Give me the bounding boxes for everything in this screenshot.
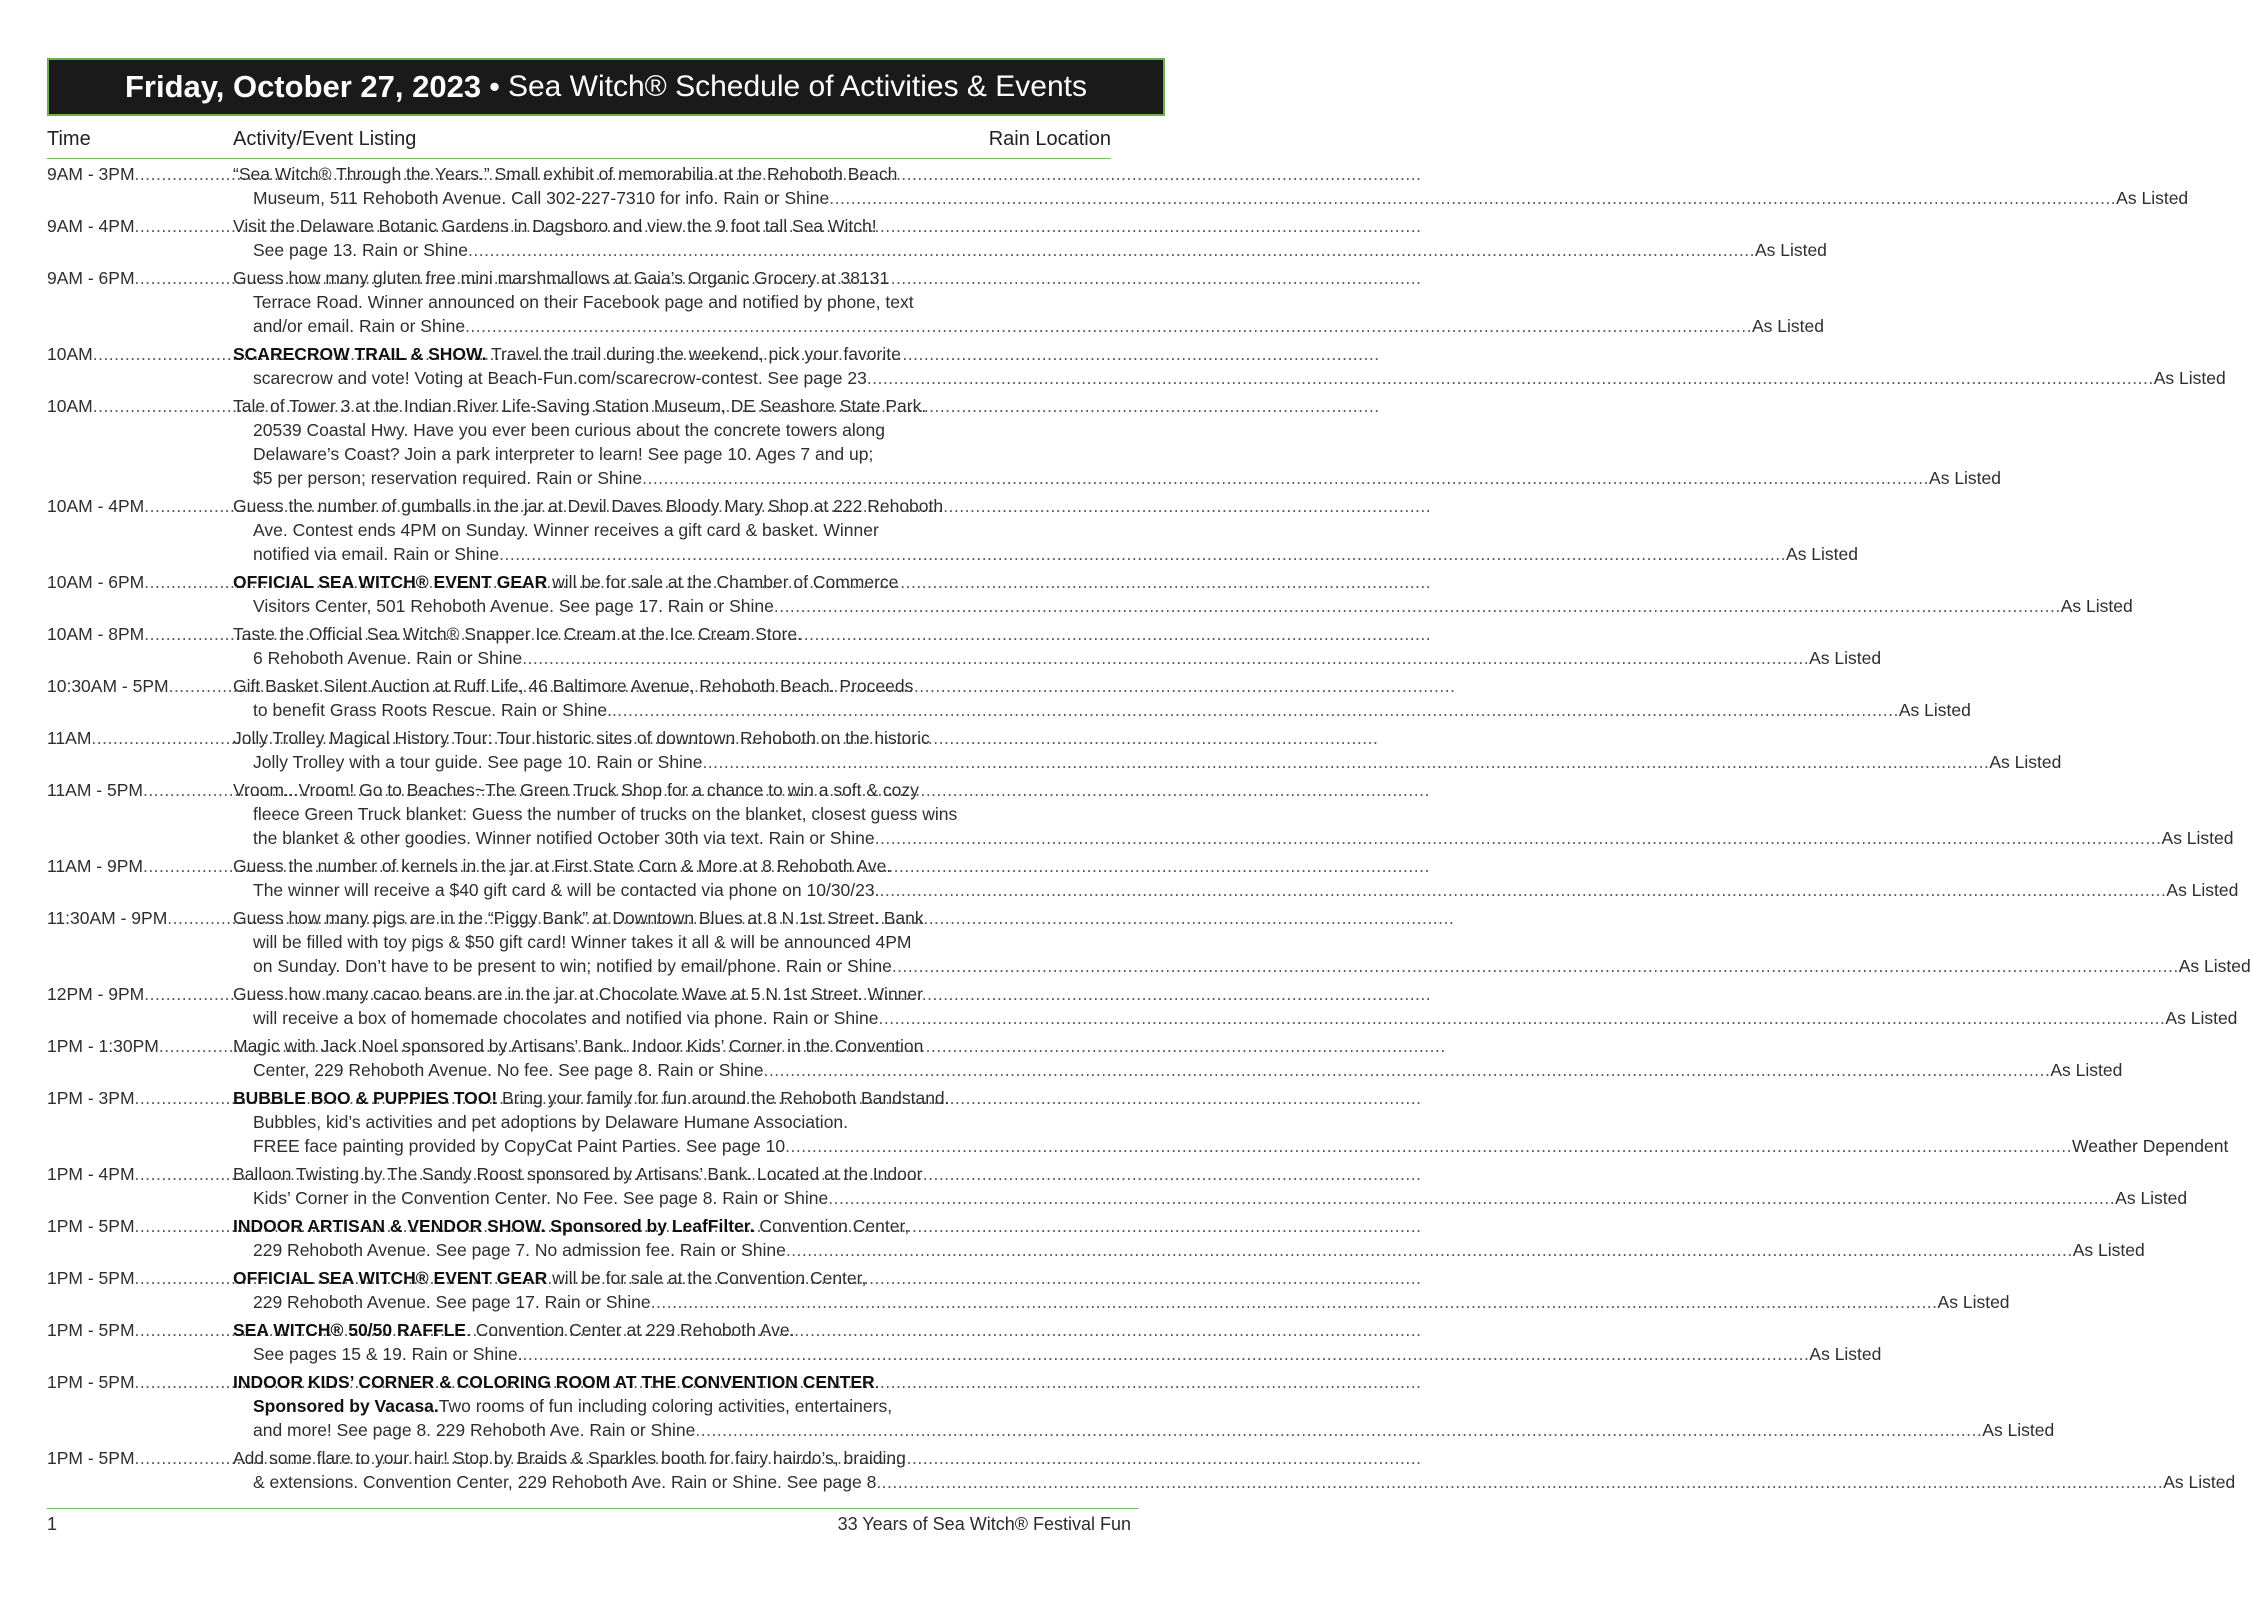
entry-rain-location: As Listed: [2060, 596, 2133, 616]
entry-rain-location: As Listed: [1786, 544, 1858, 564]
entry-line-text: Convention Center,: [754, 1216, 910, 1236]
schedule-entry: [47, 1446, 2236, 1494]
title-date: Friday, October 27, 2023: [125, 69, 482, 104]
entry-line-text: on Sunday. Don’t have to be present to win; notified by email/phone. Rain or Shine: [253, 956, 892, 976]
entry-line-text: 229 Rehoboth Avenue. See page 7. No admission fee. Rain or Shine: [253, 1240, 786, 1260]
entry-text: [233, 1214, 909, 1238]
entry-rain-location: As Listed: [2178, 956, 2251, 976]
entry-time-cell: [47, 162, 233, 186]
entry-time-cell: [47, 726, 233, 750]
entry-line-text: will be for sale at the Convention Center,: [547, 1268, 867, 1288]
entry-rain-location: As Listed: [2165, 1008, 2238, 1028]
schedule-entry: [47, 982, 2238, 1030]
entry-text: [233, 214, 877, 238]
entry-last-line: [47, 1418, 2055, 1442]
dot-leader: [876, 1470, 2163, 1494]
entry-line-text: . Convention Center at 229 Rehoboth Ave.: [465, 1320, 795, 1340]
entry-text: [233, 1162, 922, 1186]
entry-first-line: [47, 778, 1177, 802]
dot-leader: [468, 238, 1755, 262]
entry-last-line: [47, 314, 1824, 338]
entry-time-cell: [47, 1370, 233, 1394]
dot-leader: [785, 1134, 2072, 1158]
entry-last-line: [47, 542, 1858, 566]
column-header-activity: Activity/Event Listing: [233, 128, 417, 150]
entry-time-cell: [47, 1086, 233, 1110]
entry-line-text: & extensions. Convention Center, 229 Rehoboth Ave. Rain or Shine. See page 8: [253, 1472, 877, 1492]
entry-highlight: INDOOR KIDS’ CORNER & COLORING ROOM AT THE CONVENTION CENTER: [233, 1372, 875, 1392]
entry-last-line: [47, 878, 2239, 902]
entry-time: 10AM - 6PM: [47, 572, 145, 592]
entry-line-text: Terrace Road. Winner announced on their Facebook page and notified by phone, text: [253, 292, 914, 312]
entry-time-cell: [47, 674, 233, 698]
entry-line-text: and/or email. Rain or Shine: [253, 316, 466, 336]
entry-last-line: [47, 1186, 2188, 1210]
entry-continuation-line: [47, 1394, 1177, 1418]
entry-last-line: [47, 826, 2234, 850]
entry-rain-location: As Listed: [2161, 828, 2234, 848]
entry-first-line: [47, 1370, 1177, 1394]
entry-time-cell: [47, 214, 233, 238]
entry-last-line: [47, 698, 1971, 722]
entry-time-cell: [47, 394, 233, 418]
dot-leader: [523, 1342, 1810, 1366]
entry-last-line: [47, 1134, 2229, 1158]
entry-time: 10:30AM - 5PM: [47, 676, 169, 696]
entry-line-text: Visit the Delaware Botanic Gardens in Dagsboro and view the 9 foot tall Sea Witch!: [233, 216, 877, 236]
entry-line-text: Jolly Trolley with a tour guide. See page 10. Rain or Shine: [253, 752, 703, 772]
entry-last-line: [47, 366, 2226, 390]
entry-line-text: The winner will receive a $40 gift card & will be contacted via phone on 10/30/23.: [253, 880, 880, 900]
dot-leader: [892, 954, 2179, 978]
entry-time: 1PM - 5PM: [47, 1268, 135, 1288]
entry-time-cell: [47, 1214, 233, 1238]
entry-line-text: See page 13. Rain or Shine: [253, 240, 469, 260]
dot-leader: [879, 878, 2166, 902]
entry-line-text: 6 Rehoboth Avenue. Rain or Shine: [253, 648, 523, 668]
entry-line-text: Visitors Center, 501 Rehoboth Avenue. See page 17. Rain or Shine: [253, 596, 774, 616]
entry-time: 1PM - 5PM: [47, 1320, 135, 1340]
entry-line-text: Add some flare to your hair! Stop by Braids & Sparkles booth for fairy hairdo’s, braiding: [233, 1448, 906, 1468]
entry-line-text: Travel the trail during the weekend, pick your favorite: [486, 344, 901, 364]
entry-line-text: Museum, 511 Rehoboth Avenue. Call 302-227-7310 for info. Rain or Shine: [253, 188, 830, 208]
entry-first-line: [47, 1086, 1177, 1110]
entry-last-line: [47, 646, 1882, 670]
entry-line-text: Taste the Official Sea Witch® Snapper Ice Cream at the Ice Cream Store.: [233, 624, 802, 644]
entry-rain-location: As Listed: [1989, 752, 2062, 772]
schedule-entry: [47, 726, 2062, 774]
entry-time: 1PM - 5PM: [47, 1216, 135, 1236]
entry-last-line: [47, 186, 2189, 210]
schedule-entry: [47, 162, 2189, 210]
entry-time-cell: [47, 342, 233, 366]
entry-first-line: [47, 854, 1177, 878]
entry-line-text: Guess how many cacao beans are in the jar at Chocolate Wave at 5 N 1st Street. Winner: [233, 984, 923, 1004]
entry-line-text: fleece Green Truck blanket: Guess the number of trucks on the blanket, closest guess wins: [253, 804, 958, 824]
entry-line-text: the blanket & other goodies. Winner notified October 30th via text. Rain or Shine: [253, 828, 875, 848]
entry-highlight: SCARECROW TRAIL & SHOW.: [233, 344, 487, 364]
dot-leader: [829, 186, 2116, 210]
entry-time-cell: [47, 1034, 233, 1058]
entry-line-text: notified via email. Rain or Shine: [253, 544, 500, 564]
entry-time: 1PM - 4PM: [47, 1164, 135, 1184]
entry-text: [233, 342, 901, 366]
entry-line-text: scarecrow and vote! Voting at Beach-Fun.com/scarecrow-contest. See page 23: [253, 368, 867, 388]
dot-leader: [499, 542, 1786, 566]
schedule-entry: [47, 1266, 2010, 1314]
entry-text: [233, 674, 913, 698]
entry-text: [233, 162, 897, 186]
dot-leader: [642, 466, 1929, 490]
entry-line-text: Guess the number of kernels in the jar at First State Corn & More at 8 Rehoboth Ave.: [233, 856, 892, 876]
entry-time: 10AM - 8PM: [47, 624, 145, 644]
entry-text: [233, 726, 930, 750]
entry-rain-location: As Listed: [1982, 1420, 2055, 1440]
schedule-entry: [47, 1370, 2055, 1442]
entry-last-line: [47, 1470, 2236, 1494]
page-number: 1: [47, 1514, 58, 1534]
event-list: [47, 162, 2251, 1498]
dot-leader: [702, 750, 1989, 774]
entry-first-line: [47, 1266, 1177, 1290]
entry-time: 10AM - 4PM: [47, 496, 145, 516]
dot-leader: [879, 1006, 2166, 1030]
entry-text: [233, 622, 802, 646]
entry-time-cell: [47, 1162, 233, 1186]
entry-time-cell: [47, 906, 233, 930]
entry-line-text: Magic with Jack Noel sponsored by Artisans’ Bank. Indoor Kids’ Corner in the Convention: [233, 1036, 924, 1056]
schedule-entry: [47, 674, 1971, 722]
dot-leader: [786, 1238, 2073, 1262]
dot-leader: [522, 646, 1809, 670]
entry-highlight: SEA WITCH® 50/50 RAFFLE: [233, 1320, 466, 1340]
entry-rain-location: As Listed: [1751, 316, 1824, 336]
entry-time-cell: [47, 854, 233, 878]
entry-rain-location: As Listed: [1898, 700, 1971, 720]
entry-text: [233, 266, 889, 290]
entry-text: [233, 494, 943, 518]
entry-time-cell: [47, 778, 233, 802]
entry-line-text: will be for sale at the Chamber of Commerce: [547, 572, 899, 592]
entry-line-text: to benefit Grass Roots Rescue. Rain or Shine.: [253, 700, 612, 720]
entry-last-line: [47, 1006, 2238, 1030]
entry-time-cell: [47, 1446, 233, 1470]
entry-line-text: Center, 229 Rehoboth Avenue. No fee. See page 8. Rain or Shine: [253, 1060, 764, 1080]
entry-time-cell: [47, 622, 233, 646]
entry-first-line: [47, 622, 1177, 646]
entry-rain-location: As Listed: [2163, 1472, 2236, 1492]
schedule-entry: [47, 1162, 2188, 1210]
entry-line-text: Ave. Contest ends 4PM on Sunday. Winner receives a gift card & basket. Winner: [253, 520, 879, 540]
entry-line-text: FREE face painting provided by CopyCat Paint Parties. See page 10: [253, 1136, 786, 1156]
entry-continuation-line: [47, 518, 1177, 542]
dot-leader: [612, 698, 1899, 722]
footer-tagline: 33 Years of Sea Witch® Festival Fun: [837, 1514, 1131, 1534]
entry-first-line: [47, 162, 1177, 186]
entry-highlight: BUBBLE BOO & PUPPIES TOO!: [233, 1088, 498, 1108]
entry-last-line: [47, 594, 2133, 618]
entry-rain-location: As Listed: [1809, 648, 1882, 668]
footer-divider: [47, 1508, 1139, 1509]
entry-first-line: [47, 982, 1177, 1006]
schedule-entry: [47, 622, 1882, 670]
entry-rain-location: As Listed: [1754, 240, 1827, 260]
entry-first-line: [47, 570, 1177, 594]
schedule-entry: [47, 1086, 2229, 1158]
entry-first-line: [47, 674, 1177, 698]
schedule-entry: [47, 1034, 2123, 1082]
entry-text: [233, 1086, 950, 1110]
entry-rain-location: As Listed: [2050, 1060, 2123, 1080]
dot-leader: [875, 826, 2162, 850]
column-header-rain: Rain Location: [988, 128, 1111, 150]
entry-text: [233, 778, 919, 802]
entry-first-line: [47, 1214, 1177, 1238]
entry-line-text: 20539 Coastal Hwy. Have you ever been curious about the concrete towers along: [253, 420, 885, 440]
dot-leader: [867, 366, 2154, 390]
entry-line-text: and more! See page 8. 229 Rehoboth Ave. Rain or Shine: [253, 1420, 696, 1440]
dot-leader: [465, 314, 1752, 338]
entry-last-line: [47, 750, 2062, 774]
entry-continuation-line: [47, 290, 1177, 314]
entry-last-line: [47, 1058, 2123, 1082]
entry-line-text: Guess how many pigs are in the “Piggy Bank” at Downtown Blues at 8 N 1st Street. Bank: [233, 908, 924, 928]
entry-time-cell: [47, 266, 233, 290]
column-headers: [47, 128, 1111, 159]
entry-line-text: Two rooms of fun including coloring activities, entertainers,: [438, 1396, 893, 1416]
schedule-entry: [47, 906, 2251, 978]
entry-continuation-line: [47, 418, 1177, 442]
title-text: Sea Witch® Schedule of Activities & Events: [507, 70, 1087, 103]
entry-time: 11AM - 5PM: [47, 780, 143, 800]
dot-leader: [651, 1290, 1938, 1314]
entry-continuation-line: [47, 930, 1177, 954]
entry-text: [233, 1266, 866, 1290]
entry-line-text: Jolly Trolley Magical History Tour: Tour historic sites of downtown Rehoboth on the historic: [233, 728, 930, 748]
schedule-entry: [47, 394, 2002, 490]
entry-line-text: Bubbles, kid’s activities and pet adoptions by Delaware Humane Association.: [253, 1112, 849, 1132]
entry-first-line: [47, 1162, 1177, 1186]
entry-sponsor: Sponsored by Vacasa.: [253, 1396, 439, 1416]
entry-line-text: Delaware’s Coast? Join a park interpreter to learn! See page 10. Ages 7 and up;: [253, 444, 874, 464]
entry-line-text: “Sea Witch® Through the Years.” Small exhibit of memorabilia at the Rehoboth Beach: [233, 164, 898, 184]
entry-highlight: OFFICIAL SEA WITCH® EVENT GEAR: [233, 572, 548, 592]
entry-last-line: [47, 238, 1827, 262]
entry-time: 1PM - 5PM: [47, 1372, 135, 1392]
entry-line-text: Guess the number of gumballs in the jar at Devil Daves Bloody Mary Shop at 222 Rehoboth: [233, 496, 944, 516]
entry-time: 1PM - 5PM: [47, 1448, 135, 1468]
entry-text: [233, 854, 891, 878]
entry-time: 9AM - 6PM: [47, 268, 135, 288]
entry-line-text: .: [874, 1372, 880, 1392]
entry-line-text: Kids’ Corner in the Convention Center. No Fee. See page 8. Rain or Shine: [253, 1188, 829, 1208]
entry-first-line: [47, 342, 1177, 366]
entry-text: [233, 1318, 795, 1342]
entry-first-line: [47, 906, 1177, 930]
dot-leader: [828, 1186, 2115, 1210]
entry-time: 11AM: [47, 728, 92, 748]
entry-line-text: Gift Basket Silent Auction at Ruff Life, 46 Baltimore Avenue, Rehoboth Beach. Proceeds: [233, 676, 914, 696]
entry-rain-location: As Listed: [1929, 468, 2002, 488]
entry-last-line: [47, 466, 2002, 490]
entry-line-text: Bring your family for fun around the Rehoboth Bandstand.: [497, 1088, 950, 1108]
entry-line-text: Tale of Tower 3 at the Indian River Life-Saving Station Museum, DE Seashore State Park.: [233, 396, 927, 416]
dot-leader: [763, 1058, 2050, 1082]
entry-time: 10AM: [47, 396, 93, 416]
title-separator: •: [489, 69, 500, 104]
entry-rain-location: As Listed: [2153, 368, 2226, 388]
entry-time: 12PM - 9PM: [47, 984, 145, 1004]
schedule-entry: [47, 854, 2239, 902]
entry-line-text: Balloon Twisting by The Sandy Roost sponsored by Artisans’ Bank. Located at the Indoor: [233, 1164, 923, 1184]
entry-time-cell: [47, 982, 233, 1006]
entry-text: [233, 1034, 923, 1058]
schedule-entry: [47, 1214, 2145, 1262]
entry-rain-location: As Listed: [2072, 1240, 2145, 1260]
schedule-entry: [47, 778, 2234, 850]
entry-continuation-line: [47, 802, 1177, 826]
entry-text: [233, 1370, 880, 1394]
entry-line-text: will receive a box of homemade chocolates and notified via phone. Rain or Shine: [253, 1008, 879, 1028]
entry-time: 11:30AM - 9PM: [47, 908, 168, 928]
entry-time: 10AM: [47, 344, 93, 364]
entry-time: 1PM - 1:30PM: [47, 1036, 159, 1056]
entry-last-line: [47, 954, 2251, 978]
entry-rain-location: As Listed: [2115, 1188, 2188, 1208]
title-banner: [47, 58, 1165, 116]
entry-time-cell: [47, 494, 233, 518]
entry-first-line: [47, 726, 1177, 750]
entry-rain-location: As Listed: [2116, 188, 2189, 208]
entry-line-text: Vroom...Vroom! Go to Beaches~The Green Truck Shop for a chance to win a soft & cozy: [233, 780, 919, 800]
entry-first-line: [47, 394, 1177, 418]
dot-leader: [774, 594, 2061, 618]
entry-time: 9AM - 3PM: [47, 164, 135, 184]
entry-line-text: $5 per person; reservation required. Rain or Shine: [253, 468, 643, 488]
entry-last-line: [47, 1290, 2010, 1314]
entry-highlight: INDOOR ARTISAN & VENDOR SHOW. Sponsored by LeafFilter.: [233, 1216, 755, 1236]
entry-last-line: [47, 1238, 2145, 1262]
entry-rain-location: As Listed: [1937, 1292, 2010, 1312]
entry-last-line: [47, 1342, 1882, 1366]
entry-time: 1PM - 3PM: [47, 1088, 135, 1108]
schedule-entry: [47, 342, 2226, 390]
entry-line-text: See pages 15 & 19. Rain or Shine.: [253, 1344, 523, 1364]
entry-time: 9AM - 4PM: [47, 216, 135, 236]
entry-line-text: Guess how many gluten free mini marshmallows at Gaia’s Organic Grocery at 38131: [233, 268, 890, 288]
entry-continuation-line: [47, 442, 1177, 466]
entry-first-line: [47, 266, 1177, 290]
entry-rain-location: As Listed: [1809, 1344, 1882, 1364]
entry-rain-location: As Listed: [2166, 880, 2239, 900]
entry-text: [233, 570, 898, 594]
entry-text: [233, 982, 923, 1006]
entry-time-cell: [47, 1266, 233, 1290]
schedule-entry: [47, 570, 2133, 618]
entry-first-line: [47, 494, 1177, 518]
schedule-entry: [47, 266, 1824, 338]
entry-text: [233, 906, 924, 930]
entry-first-line: [47, 1318, 1177, 1342]
entry-first-line: [47, 1446, 1177, 1470]
entry-continuation-line: [47, 1110, 1177, 1134]
entry-time-cell: [47, 570, 233, 594]
entry-line-text: will be filled with toy pigs & $50 gift card! Winner takes it all & will be announced 4PM: [253, 932, 912, 952]
column-header-time: Time: [47, 128, 91, 150]
entry-highlight: OFFICIAL SEA WITCH® EVENT GEAR: [233, 1268, 548, 1288]
entry-text: [233, 1446, 906, 1470]
schedule-entry: [47, 494, 1858, 566]
entry-text: [233, 394, 926, 418]
entry-time-cell: [47, 1318, 233, 1342]
entry-first-line: [47, 214, 1177, 238]
entry-rain-location: Weather Dependent: [2072, 1136, 2229, 1156]
schedule-entry: [47, 214, 1827, 262]
entry-line-text: 229 Rehoboth Avenue. See page 17. Rain or Shine: [253, 1292, 651, 1312]
schedule-entry: [47, 1318, 1882, 1366]
entry-first-line: [47, 1034, 1177, 1058]
dot-leader: [695, 1418, 1982, 1442]
entry-time: 11AM - 9PM: [47, 856, 143, 876]
